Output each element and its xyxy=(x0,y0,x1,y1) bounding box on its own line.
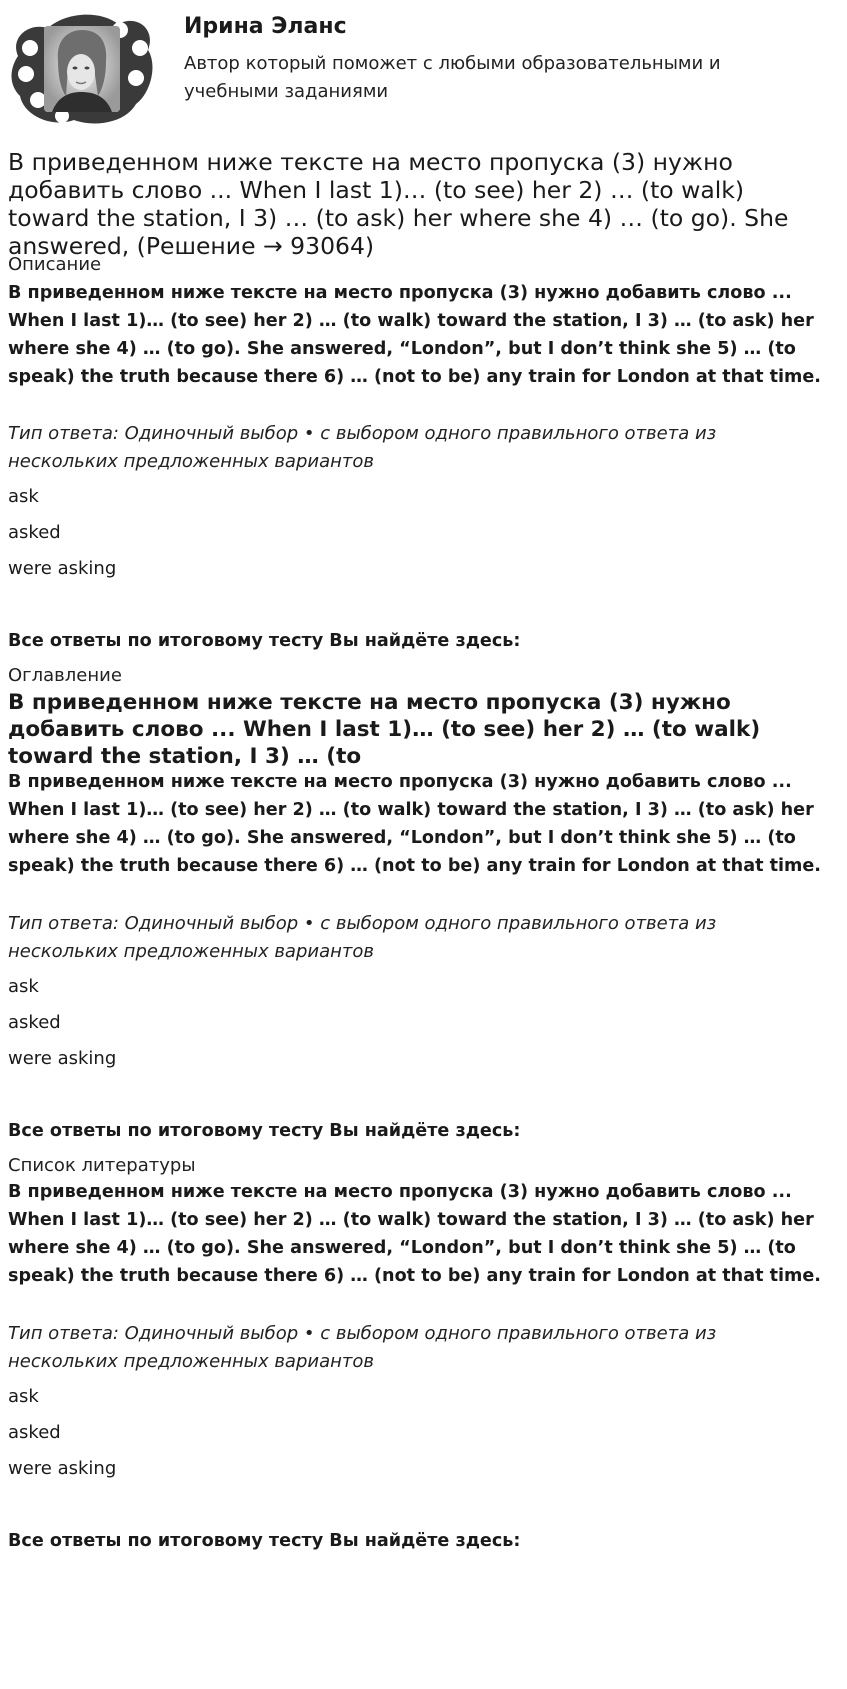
answer-option[interactable]: asked xyxy=(8,522,61,543)
answer-option[interactable]: ask xyxy=(8,486,39,507)
answer-option[interactable]: ask xyxy=(8,976,39,997)
section-label-contents: Оглавление xyxy=(8,665,122,686)
author-block xyxy=(8,8,828,128)
author-description: Автор который поможет с любыми образовательными и учебными заданиями xyxy=(184,53,721,102)
answer-option[interactable]: were asking xyxy=(8,1048,117,1069)
answer-type: Тип ответа: Одиночный выбор • с выбором одного правильного ответа из нескольких предложенных вариантов xyxy=(8,913,717,962)
question-text: В приведенном ниже тексте на место пропуска (3) нужно добавить слово ... When I last 1)… (to see) her 2) … (to walk) toward the station, I 3) … (to ask) her where she 4) … (to go). She answered, “London”, but I don’t think she 5) … (to speak) the truth because there 6) … (not to be) any train for London at that time. xyxy=(8,1182,821,1286)
section-label-description: Описание xyxy=(8,254,102,275)
answer-option[interactable]: ask xyxy=(8,1386,39,1407)
question-text: В приведенном ниже тексте на место пропуска (3) нужно добавить слово ... When I last 1)… (to see) her 2) … (to walk) toward the station, I 3) … (to ask) her where she 4) … (to go). She answered, “London”, but I don’t think she 5) … (to speak) the truth because there 6) … (not to be) any train for London at that time. xyxy=(8,283,821,387)
all-answers-link[interactable]: Все ответы по итоговому тесту Вы найдёте здесь: xyxy=(8,1531,521,1551)
answer-type: Тип ответа: Одиночный выбор • с выбором одного правильного ответа из нескольких предложенных вариантов xyxy=(8,1323,717,1372)
answer-type: Тип ответа: Одиночный выбор • с выбором одного правильного ответа из нескольких предложенных вариантов xyxy=(8,423,717,472)
author-avatar[interactable] xyxy=(8,8,154,126)
author-name[interactable]: Ирина Эланс xyxy=(184,14,347,39)
answer-option[interactable]: were asking xyxy=(8,1458,117,1479)
answer-option[interactable]: asked xyxy=(8,1012,61,1033)
section-label-bibliography: Список литературы xyxy=(8,1155,196,1176)
answer-option[interactable]: asked xyxy=(8,1422,61,1443)
page-title: В приведенном ниже тексте на место пропуска (3) нужно добавить слово ... When I last 1)… (to see) her 2) … (to walk) toward the station, I 3) … (to ask) her where she 4) … (to go). She answered, (Решение → 93064) xyxy=(8,148,789,260)
all-answers-link[interactable]: Все ответы по итоговому тесту Вы найдёте здесь: xyxy=(8,631,521,651)
all-answers-link[interactable]: Все ответы по итоговому тесту Вы найдёте здесь: xyxy=(8,1121,521,1141)
answer-option[interactable]: were asking xyxy=(8,558,117,579)
question-text: В приведенном ниже тексте на место пропуска (3) нужно добавить слово ... When I last 1)… (to see) her 2) … (to walk) toward the station, I 3) … (to ask) her where she 4) … (to go). She answered, “London”, but I don’t think she 5) … (to speak) the truth because there 6) … (not to be) any train for London at that time. xyxy=(8,772,821,876)
section-heading: В приведенном ниже тексте на место пропуска (3) нужно добавить слово ... When I last 1)… (to see) her 2) … (to walk) toward the station, I 3) … (to xyxy=(8,690,761,769)
